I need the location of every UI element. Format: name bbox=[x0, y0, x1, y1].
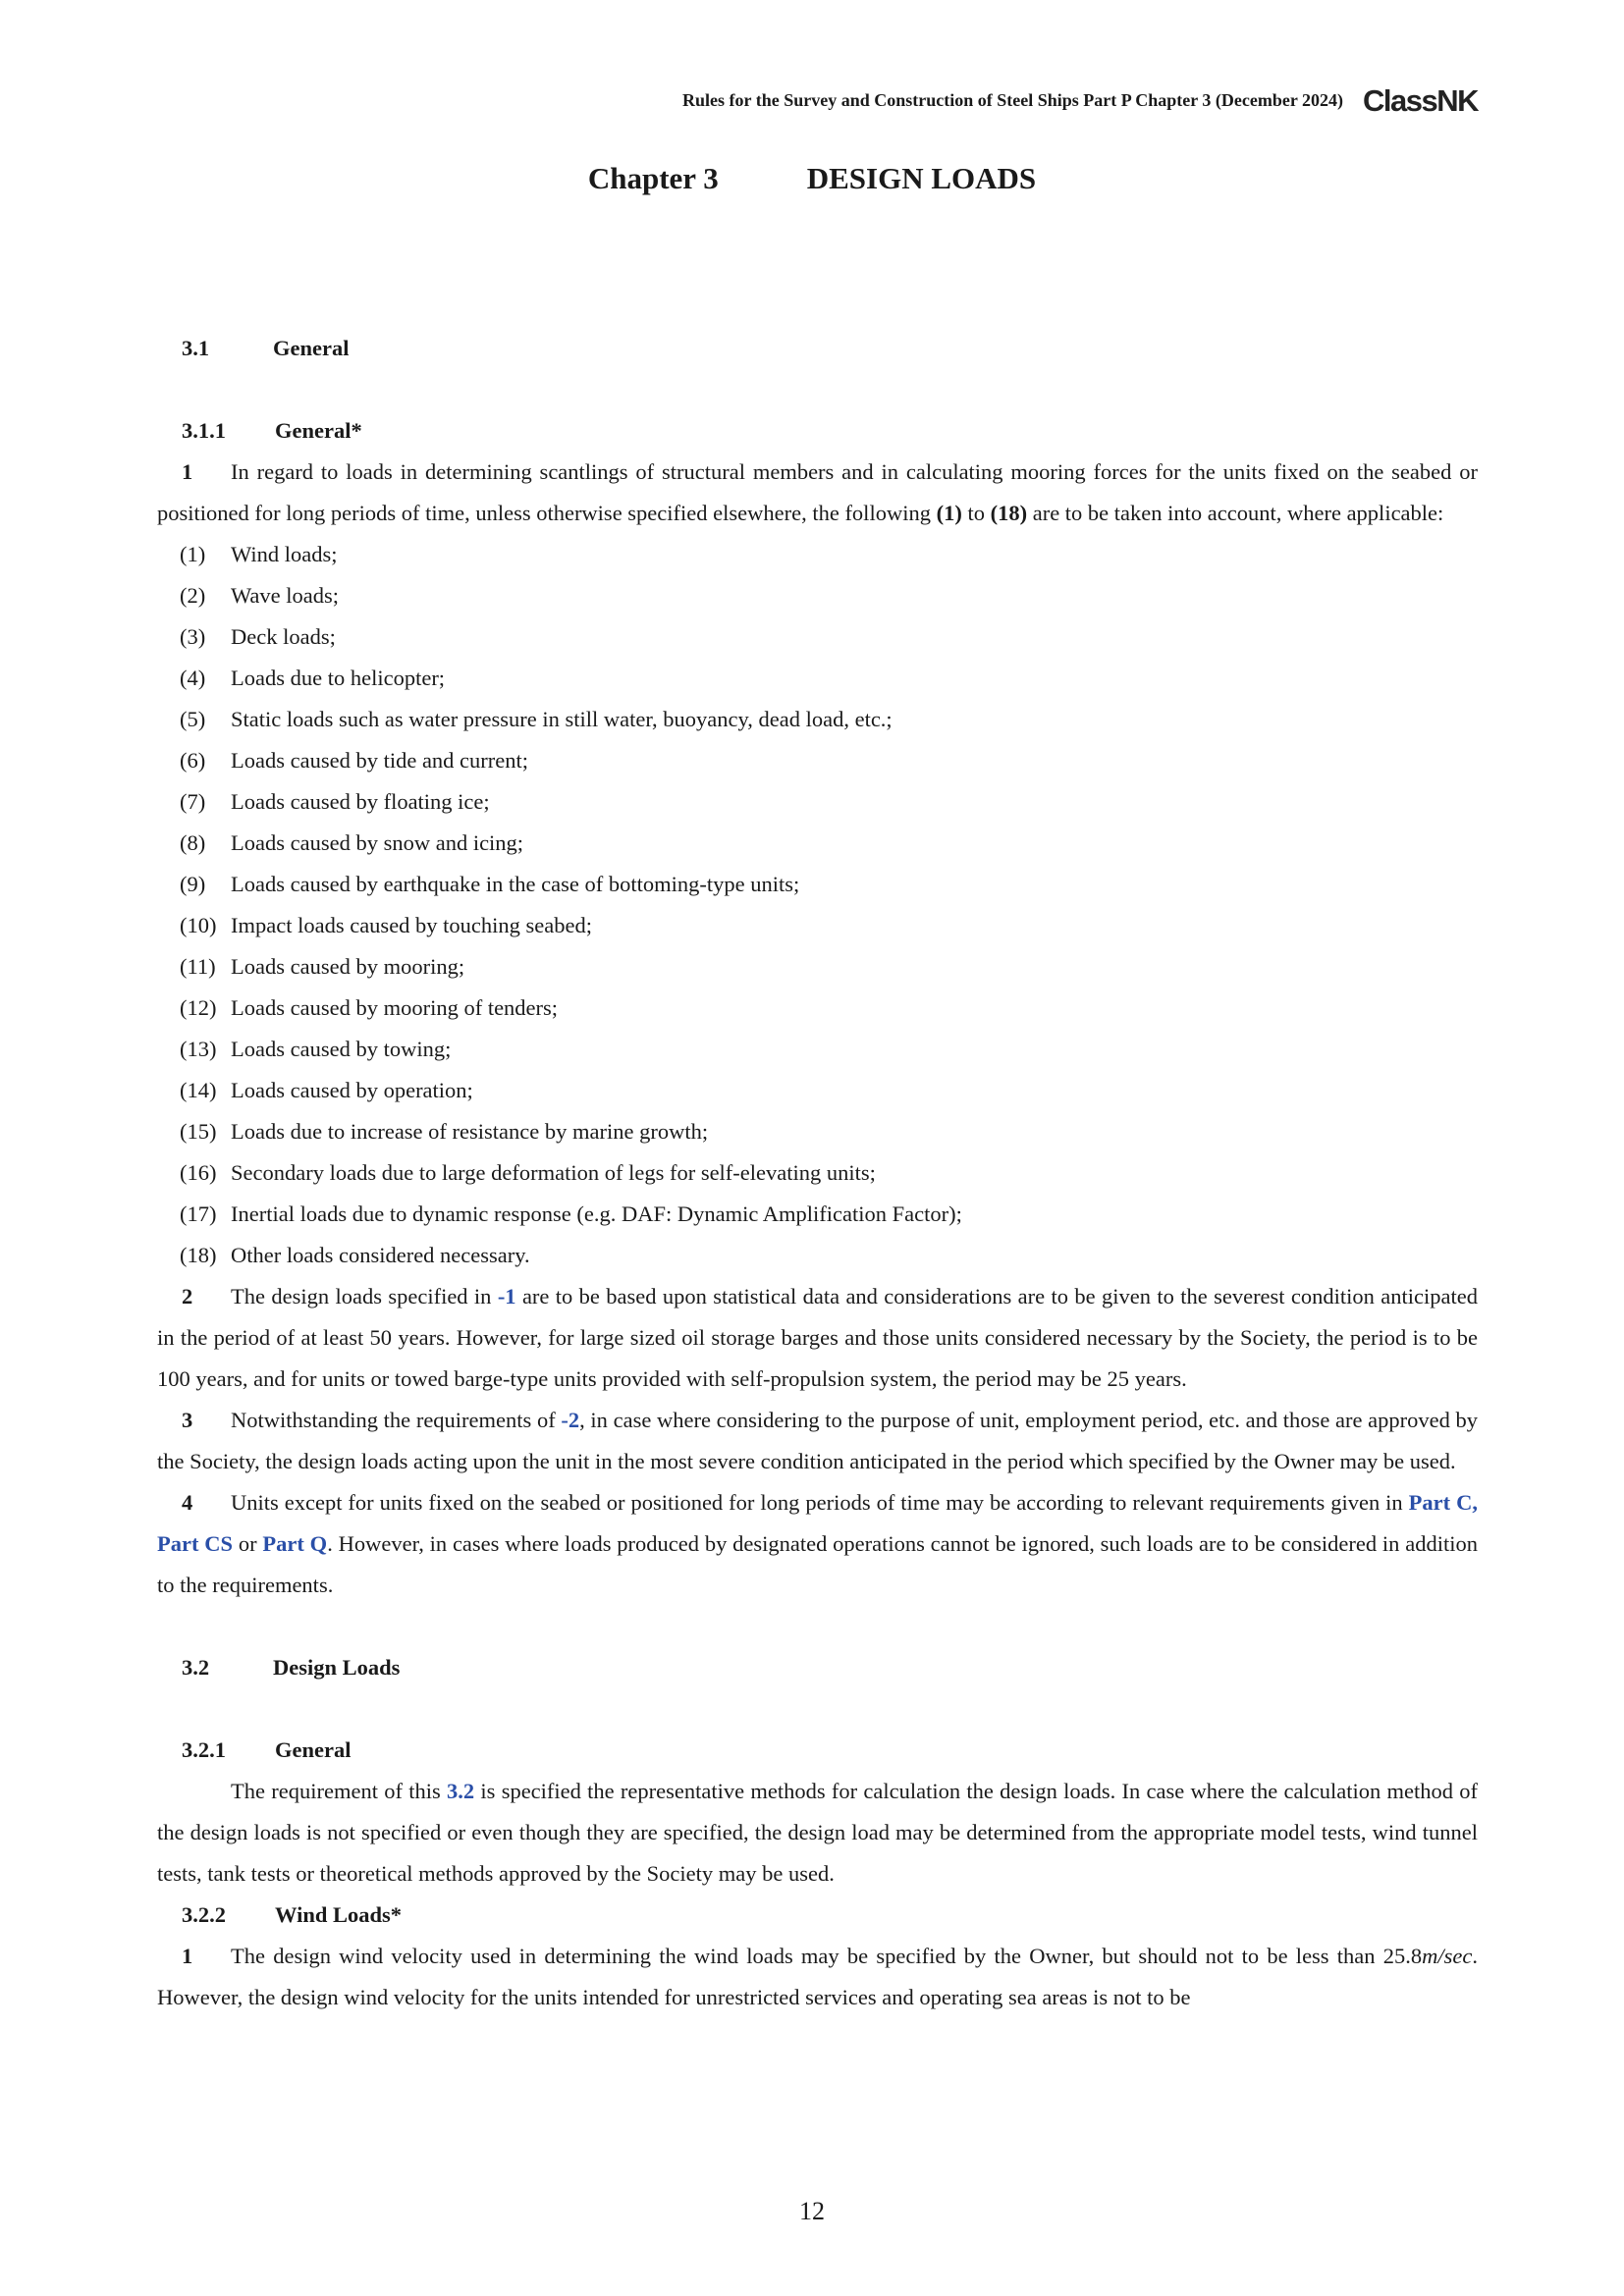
list-item bbox=[157, 616, 1478, 658]
list-item bbox=[157, 988, 1478, 1029]
list-item bbox=[157, 699, 1478, 740]
list-item-text: Loads caused by snow and icing; bbox=[231, 830, 524, 855]
list-item bbox=[157, 575, 1478, 616]
page-header bbox=[550, 80, 1478, 120]
section-heading-3-2-1 bbox=[157, 1730, 1478, 1771]
list-item-text: Deck loads; bbox=[231, 624, 336, 649]
list-item-number: (16) bbox=[180, 1160, 217, 1185]
list-item-number: (4) bbox=[180, 666, 206, 690]
list-item-number: (8) bbox=[180, 830, 206, 855]
list-item bbox=[157, 905, 1478, 946]
list-item-text: Wave loads; bbox=[231, 583, 340, 608]
list-item-text: Impact loads caused by touching seabed; bbox=[231, 913, 593, 937]
list-item-number: (10) bbox=[180, 913, 217, 937]
list-item-text: Inertial loads due to dynamic response (e.g. DAF: Dynamic Amplification Factor); bbox=[231, 1201, 962, 1226]
ref-item-18: (18) bbox=[990, 501, 1028, 525]
running-header: Rules for the Survey and Construction of Steel Ships Part P Chapter 3 (December 2024) bbox=[682, 89, 1343, 110]
paragraph-3-1-1-2: 2 The design loads specified in -1 are to be based upon statistical data and considerations are to be given to the severest condition anticipated in the period of at least 50 years. However, for large sized oil storage barges and those units considered necessary by the Society, the period is to be 100 years, and for units or towed barge-type units provided with self-propulsion system, the period may be 25 years. bbox=[157, 1284, 1478, 1391]
list-item-number: (1) bbox=[180, 542, 206, 566]
chapter-title bbox=[0, 161, 1624, 196]
list-item-number: (17) bbox=[180, 1201, 217, 1226]
paragraph-3-1-1-4: 4 Units except for units fixed on the seabed or positioned for long periods of time may be according to relevant requirements given in Part C, Part CS or Part Q. However, in cases where loads produced by designated operations cannot be ignored, such loads are to be considered in addition to the requirements. bbox=[157, 1490, 1478, 1597]
paragraph-3-1-1-3: 3 Notwithstanding the requirements of -2, in case where considering to the purpose of unit, employment period, etc. and those are approved by the Society, the design loads acting upon the unit in the most severe condition anticipated in the period which specified by the Owner may be used. bbox=[157, 1408, 1478, 1473]
list-item-text: Wind loads; bbox=[231, 542, 338, 566]
list-item bbox=[157, 534, 1478, 575]
list-item-number: (18) bbox=[180, 1243, 217, 1267]
section-heading-3-1 bbox=[157, 328, 1478, 369]
list-item-text: Loads caused by floating ice; bbox=[231, 789, 490, 814]
list-item-number: (5) bbox=[180, 707, 206, 731]
list-item-text: Other loads considered necessary. bbox=[231, 1243, 530, 1267]
section-number: 3.2 bbox=[182, 1655, 210, 1680]
list-item-number: (14) bbox=[180, 1078, 217, 1102]
list-item-number: (9) bbox=[180, 872, 206, 896]
section-number: 3.1 bbox=[182, 336, 210, 360]
list-item-text: Loads caused by towing; bbox=[231, 1037, 452, 1061]
list-item bbox=[157, 1070, 1478, 1111]
section-heading-3-2-2 bbox=[157, 1895, 1478, 1936]
section-heading-3-2 bbox=[157, 1647, 1478, 1688]
list-item bbox=[157, 1194, 1478, 1235]
list-item bbox=[157, 781, 1478, 823]
section-title: General bbox=[275, 1737, 352, 1762]
section-number: 3.2.2 bbox=[182, 1902, 226, 1927]
list-item bbox=[157, 1235, 1478, 1276]
section-heading-3-1-1 bbox=[157, 410, 1478, 452]
list-item-text: Loads caused by mooring; bbox=[231, 954, 465, 979]
section-title: Wind Loads* bbox=[275, 1902, 403, 1927]
list-item-number: (2) bbox=[180, 583, 206, 608]
list-item-text: Loads caused by earthquake in the case of bottoming-type units; bbox=[231, 872, 800, 896]
list-item bbox=[157, 1152, 1478, 1194]
unit-text: m/sec bbox=[1422, 1944, 1473, 1968]
part-c-link[interactable]: Part C bbox=[1408, 1490, 1473, 1515]
list-item-text: Loads caused by tide and current; bbox=[231, 748, 529, 773]
list-item-text: Loads caused by operation; bbox=[231, 1078, 473, 1102]
list-item-number: (6) bbox=[180, 748, 206, 773]
list-item-text: Loads due to helicopter; bbox=[231, 666, 446, 690]
section-number: 3.2.1 bbox=[182, 1737, 226, 1762]
list-item bbox=[157, 1111, 1478, 1152]
chapter-number: Chapter 3 bbox=[587, 161, 719, 195]
cross-reference-link[interactable]: 3.2 bbox=[447, 1779, 475, 1803]
page-number: 12 bbox=[799, 2197, 825, 2225]
list-item-text: Static loads such as water pressure in still water, buoyancy, dead load, etc.; bbox=[231, 707, 893, 731]
chapter-heading: DESIGN LOADS bbox=[806, 161, 1037, 195]
part-q-link[interactable]: Part Q bbox=[262, 1531, 328, 1556]
list-item-number: (3) bbox=[180, 624, 206, 649]
classnk-logo: ClassNK bbox=[1363, 82, 1478, 118]
list-item-text: Loads due to increase of resistance by marine growth; bbox=[231, 1119, 709, 1144]
part-cs-link[interactable]: Part CS bbox=[157, 1531, 234, 1556]
paragraph-3-2-1: The requirement of this 3.2 is specified the representative methods for calculation the design loads. In case where the calculation method of the design loads is not specified or even though they are specified, the design load may be determined from the appropriate model tests, wind tunnel tests, tank tests or theoretical methods approved by the Society may be used. bbox=[157, 1779, 1478, 1886]
paragraph-3-2-2-1: 1 The design wind velocity used in determining the wind loads may be specified by the Owner, but should not to be less than 25.8m/sec. However, the design wind velocity for the units intended for unrestricted services and operating sea areas is not to be bbox=[157, 1944, 1478, 2009]
list-item bbox=[157, 823, 1478, 864]
section-title: General* bbox=[275, 418, 362, 443]
load-list bbox=[157, 534, 1478, 1276]
list-item bbox=[157, 1029, 1478, 1070]
list-item-number: (11) bbox=[180, 954, 216, 979]
cross-reference-link[interactable]: -1 bbox=[497, 1284, 516, 1308]
section-title: General bbox=[273, 336, 350, 360]
list-item-number: (7) bbox=[180, 789, 206, 814]
list-item-number: (15) bbox=[180, 1119, 217, 1144]
list-item-number: (12) bbox=[180, 995, 217, 1020]
section-number: 3.1.1 bbox=[182, 418, 226, 443]
paragraph-3-1-1-1: 1 In regard to loads in determining scantlings of structural members and in calculating mooring forces for the units fixed on the seabed or positioned for long periods of time, unless otherwise specified elsewhere, the following (1) to (18) are to be taken into account, where applicable: bbox=[157, 459, 1478, 525]
ref-item-1: (1) bbox=[936, 501, 962, 525]
section-title: Design Loads bbox=[273, 1655, 401, 1680]
list-item bbox=[157, 864, 1478, 905]
document-body bbox=[157, 328, 1478, 2018]
cross-reference-link[interactable]: -2 bbox=[561, 1408, 580, 1432]
list-item-text: Loads caused by mooring of tenders; bbox=[231, 995, 559, 1020]
list-item bbox=[157, 658, 1478, 699]
list-item-text: Secondary loads due to large deformation of legs for self-elevating units; bbox=[231, 1160, 876, 1185]
list-item bbox=[157, 740, 1478, 781]
list-item-number: (13) bbox=[180, 1037, 217, 1061]
list-item bbox=[157, 946, 1478, 988]
